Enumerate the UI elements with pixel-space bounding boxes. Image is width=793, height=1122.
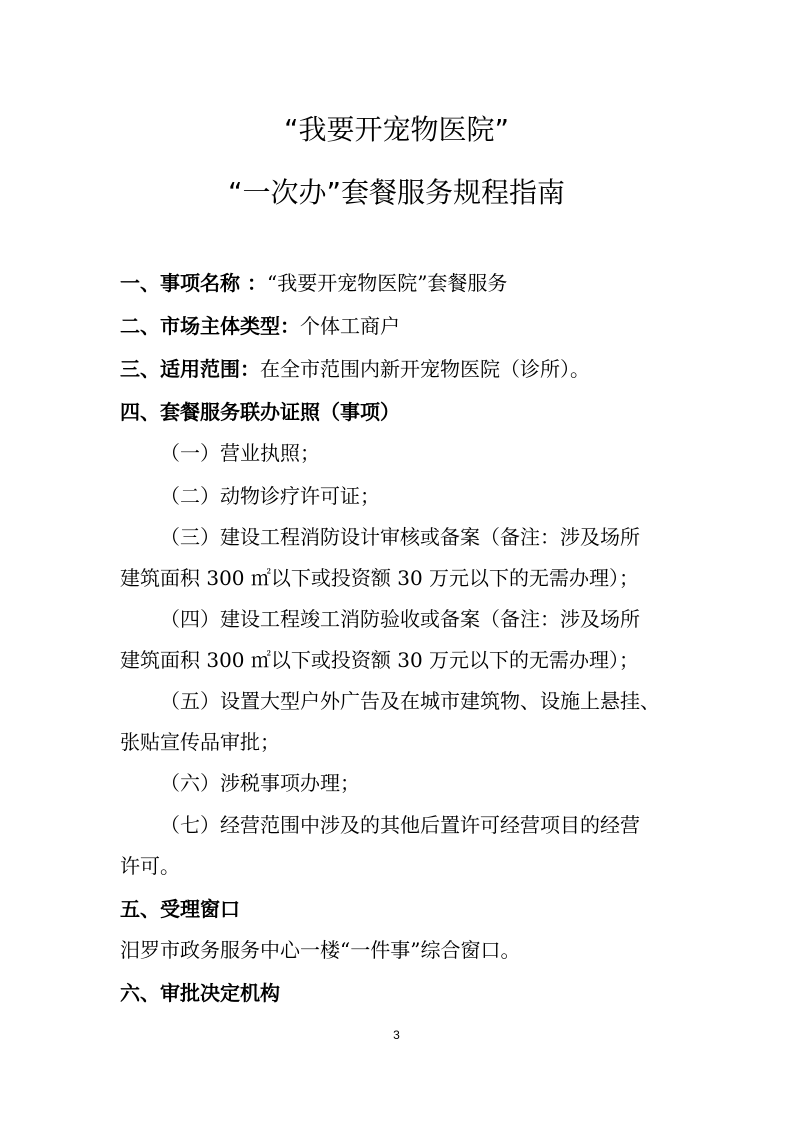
- title-line-2: “一次办”套餐服务规程指南: [227, 176, 565, 209]
- item-4-line-1: （四）建设工程竣工消防验收或备案（备注：涉及场所: [160, 607, 640, 631]
- item-2: （二）动物诊疗许可证；: [160, 484, 380, 508]
- section-2: [120, 311, 400, 341]
- item-1: （一）营业执照；: [160, 441, 320, 465]
- section-1-value: “我要开宠物医院”套餐服务: [266, 271, 508, 295]
- item-7-line-1: （七）经营范围中涉及的其他后置许可经营项目的经营: [160, 813, 640, 837]
- section-6-heading: 六、审批决定机构: [120, 981, 280, 1005]
- item-3-line-1: （三）建设工程消防设计审核或备案（备注：涉及场所: [160, 525, 640, 549]
- section-5-body: 汨罗市政务服务中心一楼“一件事”综合窗口。: [120, 938, 521, 962]
- item-5-line-1: （五）设置大型户外广告及在城市建筑物、设施上悬挂、: [160, 689, 660, 713]
- section-3-label: 三、适用范围：: [120, 357, 260, 381]
- item-6: （六）涉税事项办理；: [160, 771, 360, 795]
- section-1: [120, 268, 507, 298]
- section-2-label: 二、市场主体类型：: [120, 314, 300, 338]
- item-7-line-2: 许可。: [120, 854, 180, 878]
- page-number: 3: [393, 1028, 400, 1042]
- section-1-label: 一、事项名称 ：: [120, 271, 267, 295]
- title-line-1: “我要开宠物医院”: [283, 113, 509, 146]
- item-4-line-2: 建筑面积 300 ㎡以下或投资额 30 万元以下的无需办理）；: [120, 648, 640, 672]
- section-3: [120, 354, 590, 384]
- section-3-value: 在全市范围内新开宠物医院（诊所）。: [260, 357, 590, 381]
- section-5-heading: 五、受理窗口: [120, 897, 240, 921]
- section-4-heading: 四、套餐服务联办证照（事项）: [120, 400, 400, 424]
- item-3-line-2: 建筑面积 300 ㎡以下或投资额 30 万元以下的无需办理）；: [120, 566, 640, 590]
- section-2-value: 个体工商户: [300, 314, 400, 338]
- item-5-line-2: 张贴宣传品审批；: [120, 730, 280, 754]
